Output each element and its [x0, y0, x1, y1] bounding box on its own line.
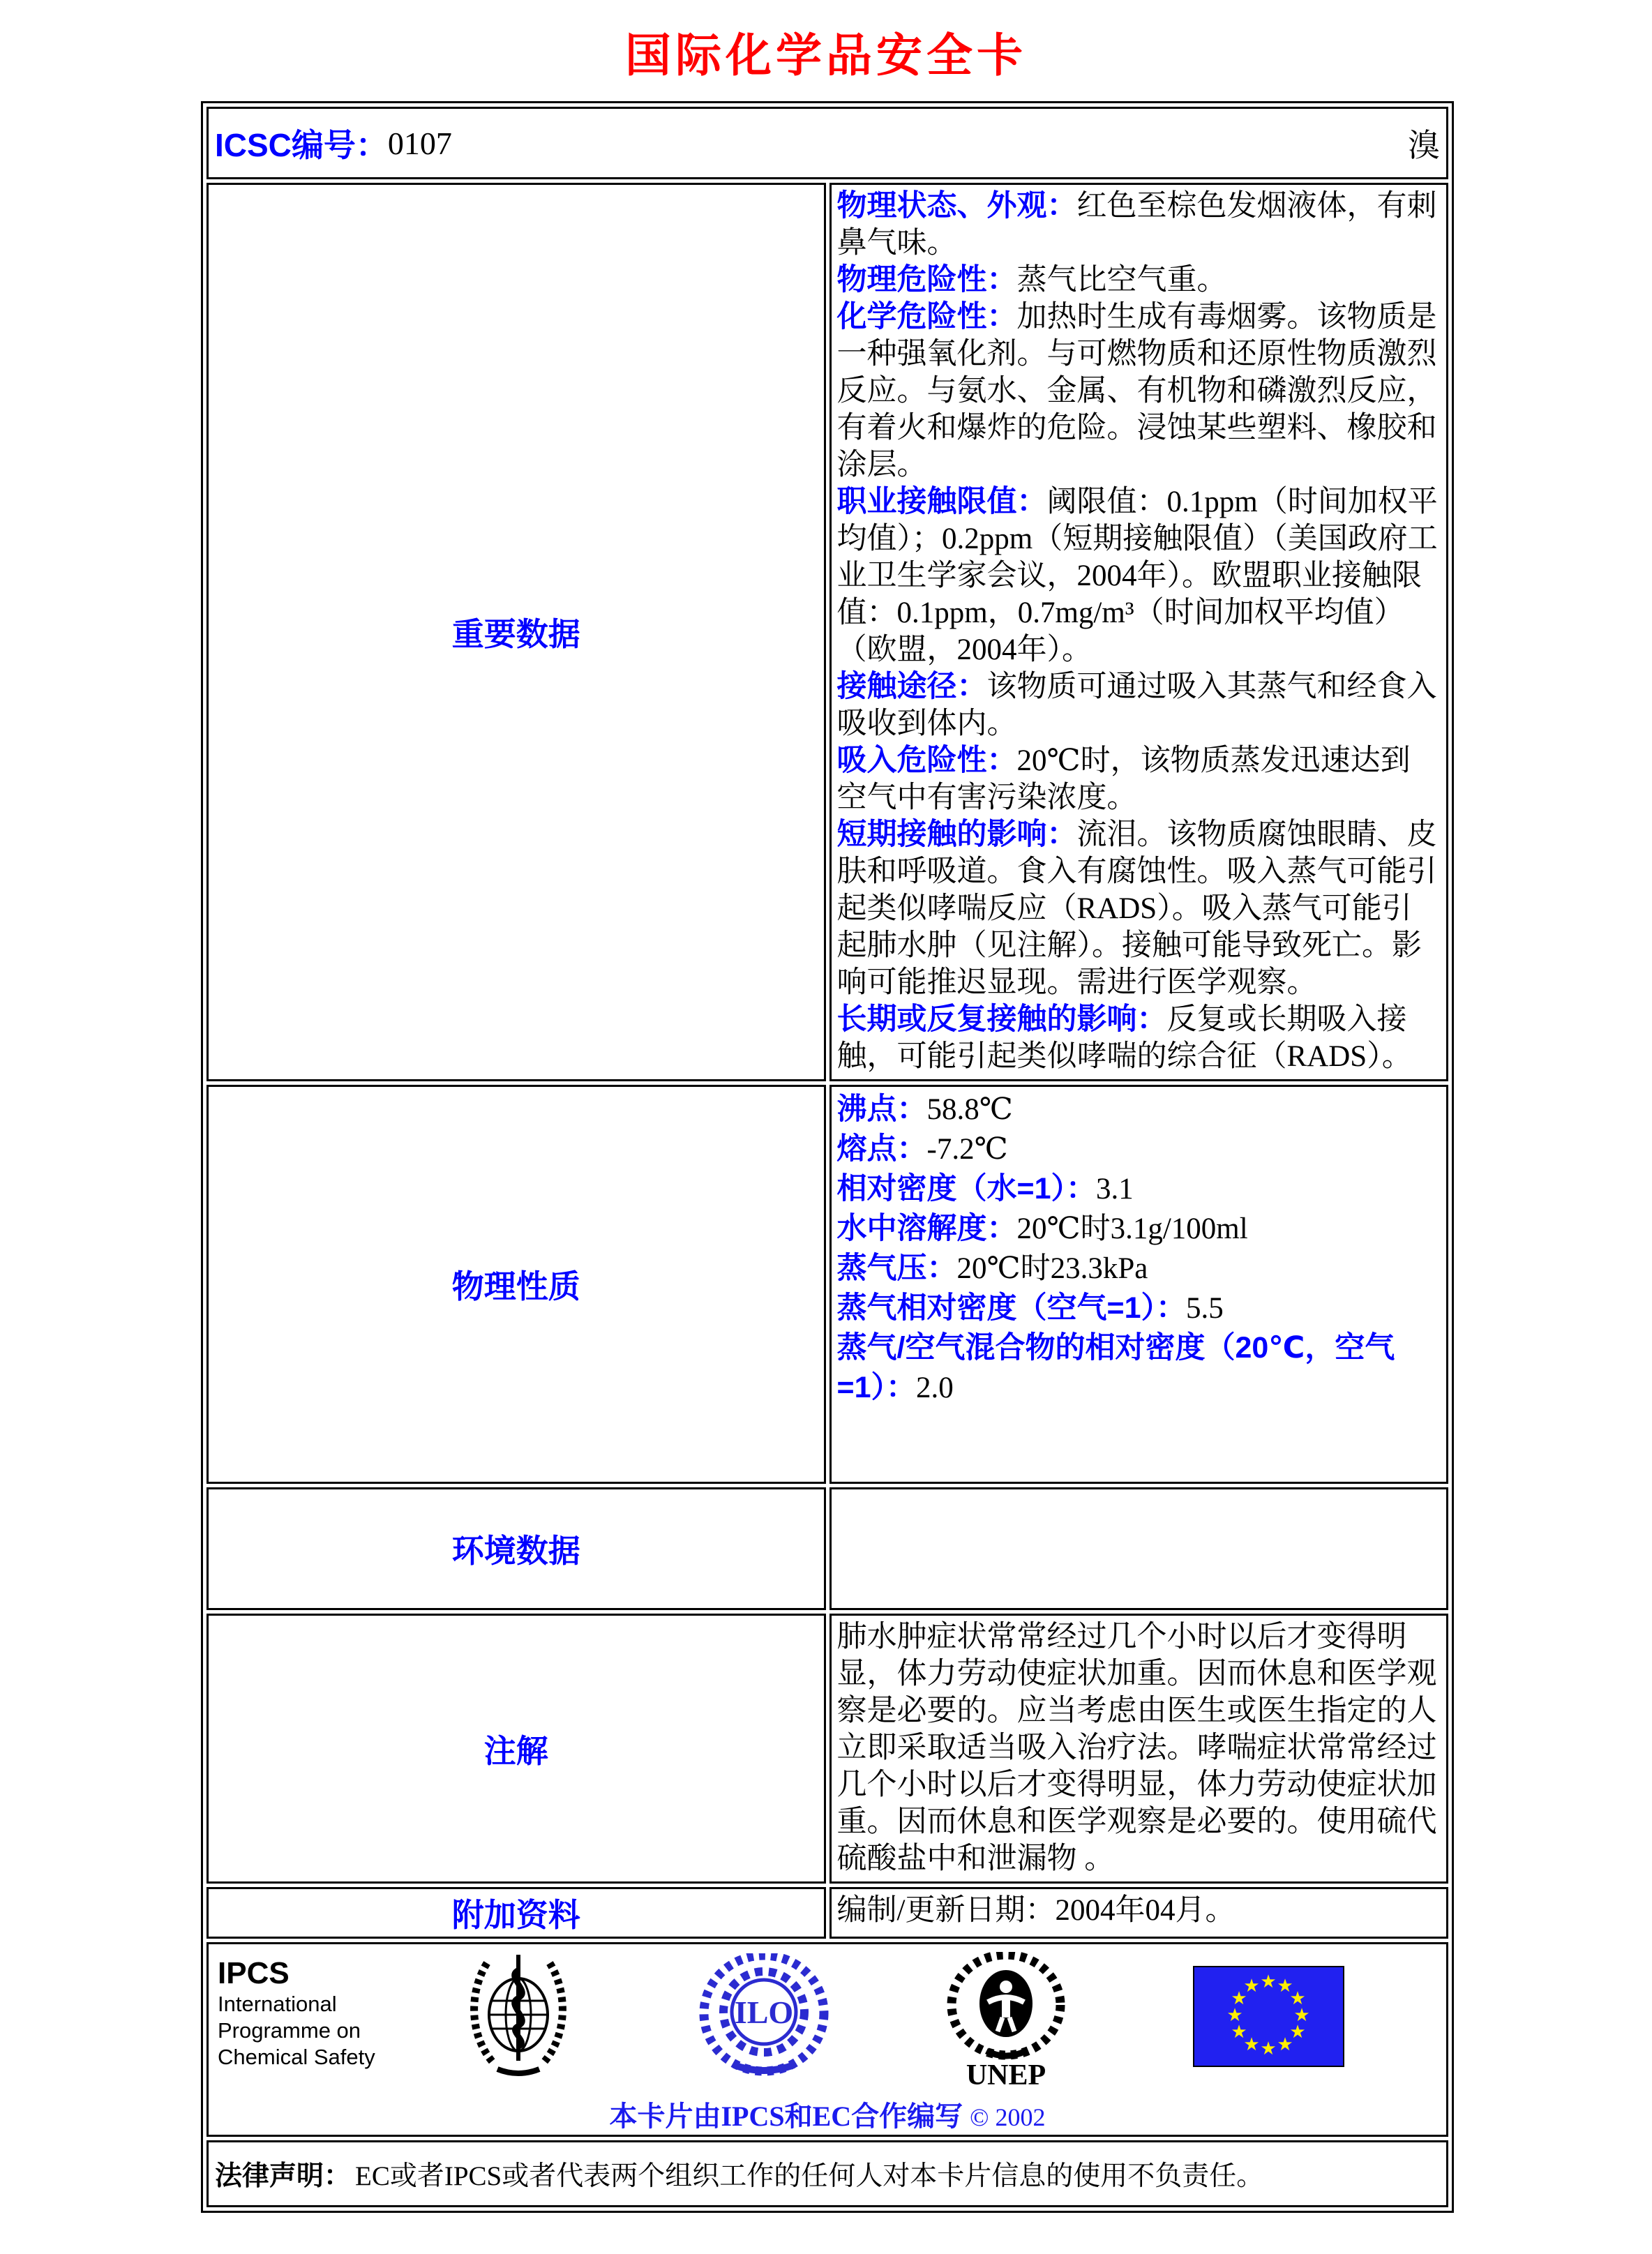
- data-item: [837, 483, 1440, 668]
- svg-text:★: ★: [1231, 2022, 1247, 2042]
- credit-line: [209, 2094, 1446, 2134]
- svg-text:★: ★: [1293, 2005, 1310, 2025]
- ilo-logo-icon: [699, 1953, 829, 2076]
- section-content-additional-info: 编制/更新日期：2004年04月。: [829, 1887, 1449, 1939]
- property-label: 相对密度（水=1）：: [836, 1172, 1097, 1205]
- section-label-physical-properties: 物理性质: [206, 1085, 826, 1484]
- section-label-environmental-data: 环境数据: [206, 1487, 826, 1610]
- property-item: [837, 1288, 1440, 1328]
- field-value: 该物质可通过吸入其蒸气和经食入吸收到体内。: [836, 670, 1437, 740]
- additional-info-row: [206, 1887, 1448, 1939]
- field-label: 职业接触限值：: [836, 485, 1047, 518]
- svg-text:★: ★: [1277, 1976, 1293, 1996]
- data-item: [837, 668, 1440, 742]
- property-item: [837, 1090, 1440, 1129]
- svg-text:★: ★: [1289, 2022, 1306, 2042]
- svg-text:★: ★: [1277, 2034, 1293, 2054]
- section-content-physical-properties: [829, 1085, 1449, 1484]
- legal-row: [206, 2140, 1448, 2207]
- page-title: 国际化学品安全卡: [625, 28, 1027, 82]
- svg-text:★: ★: [1226, 2005, 1243, 2025]
- icsc-table: [201, 101, 1454, 2213]
- property-item: [837, 1249, 1440, 1288]
- field-label: 化学危险性：: [836, 300, 1017, 333]
- unep-logo-icon: [943, 1952, 1069, 2090]
- property-item: [837, 1328, 1440, 1408]
- icsc-number-label: ICSC编号：: [215, 127, 388, 163]
- ipcs-acronym: IPCS: [218, 1956, 290, 1990]
- who-logo-icon: [466, 1951, 571, 2080]
- property-item: [837, 1169, 1440, 1209]
- section-label-notes: 注解: [206, 1614, 826, 1884]
- ipcs-line: Chemical Safety: [218, 2045, 375, 2069]
- data-item: [837, 188, 1440, 262]
- property-value: 5.5: [1186, 1292, 1224, 1325]
- field-value: 阈限值：0.1ppm（时间加权平均值）；0.2ppm（短期接触限值）（美国政府工业卫生学家会议，2004年）。欧盟职业接触限值：0.1ppm，0.7mg/m³（时间加权平均值）（欧盟，2004年）。: [836, 486, 1438, 666]
- field-value: 蒸气比空气重。: [1016, 264, 1227, 296]
- property-label: 蒸气/空气混合物的相对密度（20℃，空气=1）：: [836, 1331, 1395, 1404]
- property-item: [837, 1129, 1440, 1169]
- copyright-text: © 2002: [970, 2103, 1046, 2131]
- property-value: 20℃时3.1g/100ml: [1016, 1212, 1248, 1245]
- svg-text:★: ★: [1231, 1988, 1247, 2008]
- field-value: 加热时生成有毒烟雾。该物质是一种强氧化剂。与可燃物质和还原性物质激烈反应。与氨水、金属、有机物和磷激烈反应，有着火和爆炸的危险。浸蚀某些塑料、橡胶和涂层。: [836, 301, 1437, 481]
- chemical-name: 溴: [1408, 128, 1440, 163]
- property-label: 沸点：: [836, 1092, 927, 1126]
- property-label: 蒸气相对密度（空气=1）：: [836, 1291, 1187, 1325]
- notes-row: [206, 1614, 1448, 1884]
- header-row: [206, 107, 1448, 179]
- property-value: 3.1: [1096, 1173, 1134, 1205]
- field-value: 流泪。该物质腐蚀眼睛、皮肤和呼吸道。食入有腐蚀性。吸入蒸气可能引起类似哮喘反应（RADS）。吸入蒸气可能引起肺水肿（见注解）。接触可能导致死亡。影响可能推迟显现。需进行医学观察。: [836, 818, 1437, 999]
- eu-flag-icon: [1193, 1966, 1344, 2067]
- legal-label: 法律声明：: [215, 2161, 352, 2191]
- data-item: [837, 262, 1440, 299]
- property-label: 熔点：: [836, 1132, 927, 1166]
- field-label: 物理状态、外观：: [836, 189, 1077, 223]
- environmental-data-row: [206, 1487, 1448, 1610]
- svg-text:★: ★: [1243, 2034, 1260, 2054]
- footer-row: [206, 1942, 1448, 2137]
- legal-text: EC或者IPCS或者代表两个组织工作的任何人对本卡片信息的使用不负责任。: [355, 2161, 1264, 2191]
- data-item: [837, 742, 1440, 816]
- important-data-row: [206, 183, 1448, 1081]
- icsc-header: [209, 110, 1446, 176]
- ipcs-line: Programme on: [218, 2018, 361, 2043]
- section-content-environmental-data: [829, 1487, 1449, 1610]
- legal-statement: [209, 2143, 1446, 2204]
- section-label-additional-info: 附加资料: [206, 1887, 826, 1939]
- property-value: -7.2℃: [926, 1133, 1008, 1166]
- icsc-number-value: 0107: [387, 125, 452, 161]
- svg-text:★: ★: [1260, 2038, 1277, 2059]
- property-label: 蒸气压：: [836, 1252, 957, 1285]
- property-item: [837, 1209, 1440, 1249]
- ipcs-line: International: [218, 1992, 337, 2016]
- property-value: 2.0: [916, 1372, 954, 1404]
- section-label-important-data: 重要数据: [206, 183, 826, 1081]
- icsc-card: [201, 101, 1454, 2213]
- notes-text: 肺水肿症状常常经过几个小时以后才变得明显，体力劳动使症状加重。因而休息和医学观察是必要的。应当考虑由医生或医生指定的人立即采取适当吸入治疗法。哮喘症状常常经过几个小时以后才变得明显，体力劳动使症状加重。因而休息和医学观察是必要的。使用硫代硫酸盐中和泄漏物 。: [836, 1621, 1437, 1875]
- unep-logo-text: UNEP: [966, 2059, 1046, 2090]
- property-value: 20℃时23.3kPa: [956, 1252, 1148, 1285]
- ilo-logo-text: ILO: [734, 1994, 794, 2030]
- field-label: 接触途径：: [836, 670, 987, 703]
- footer-logos: [209, 1945, 1446, 2089]
- field-label: 短期接触的影响：: [836, 818, 1077, 851]
- section-content-notes: [829, 1614, 1449, 1884]
- field-label: 吸入危险性：: [836, 744, 1017, 777]
- physical-properties-row: [206, 1085, 1448, 1484]
- data-item: [837, 1001, 1440, 1075]
- field-label: 长期或反复接触的影响：: [836, 1002, 1167, 1036]
- property-label: 水中溶解度：: [836, 1212, 1017, 1245]
- svg-text:★: ★: [1260, 1971, 1277, 1992]
- credit-text: 本卡片由IPCS和EC合作编写: [609, 2101, 963, 2132]
- svg-text:★: ★: [1243, 1976, 1260, 1996]
- field-value: 20℃时，该物质蒸发迅速达到空气中有害污染浓度。: [836, 744, 1411, 814]
- ipcs-text-block: [218, 1956, 375, 2071]
- svg-text:★: ★: [1289, 1988, 1306, 2008]
- property-value: 58.8℃: [926, 1093, 1013, 1126]
- field-label: 物理危险性：: [836, 263, 1017, 296]
- data-item: [837, 299, 1440, 483]
- section-content-important-data: [829, 183, 1449, 1081]
- field-value: 反复或长期吸入接触，可能引起类似哮喘的综合征（RADS）。: [836, 1003, 1412, 1073]
- field-value: 红色至棕色发烟液体，有刺鼻气味。: [836, 190, 1437, 260]
- data-item: [837, 816, 1440, 1001]
